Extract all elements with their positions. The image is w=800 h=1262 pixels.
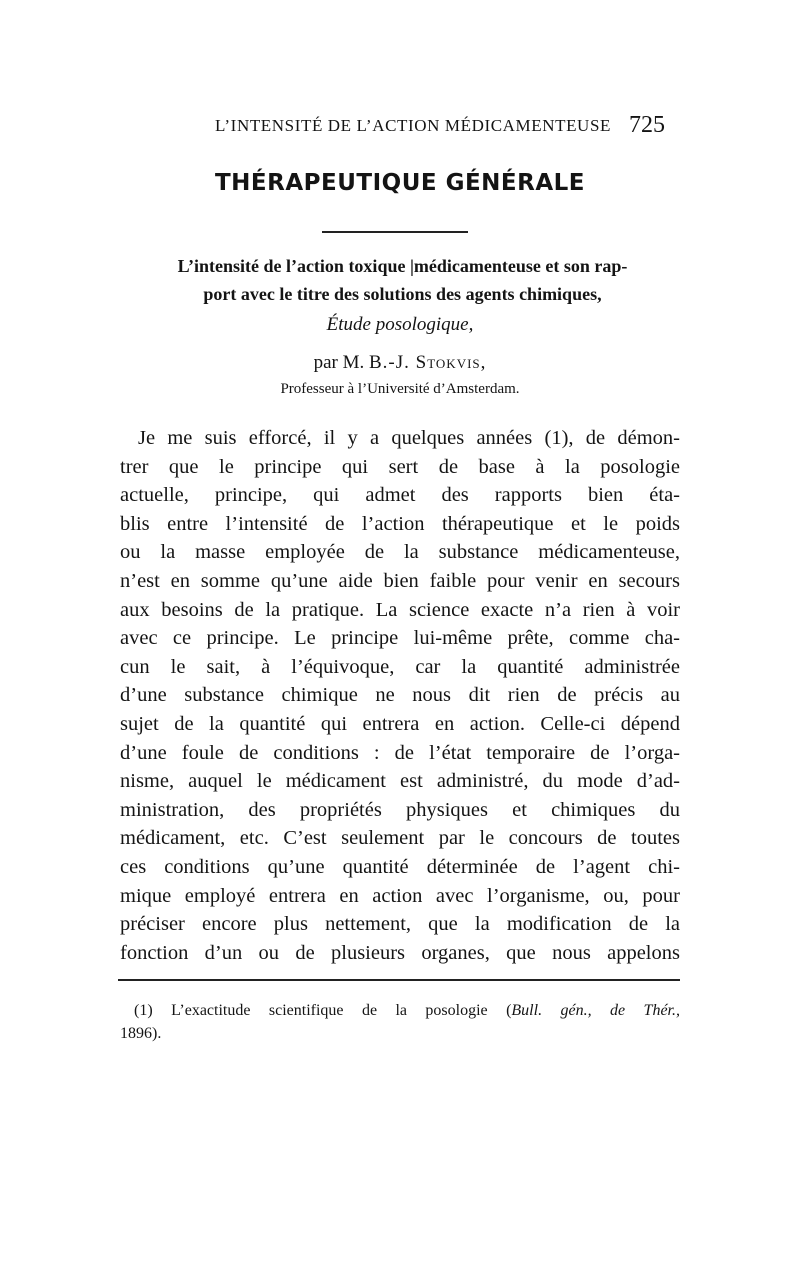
footnote-text: L’exactitude scientifique de la posologie (: [171, 1002, 512, 1019]
running-title: L’INTENSITÉ DE L’ACTION MÉDICAMENTEUSE: [215, 116, 611, 135]
text-line: sujet de la quantité qui entrera en action. Celle-ci dépend: [120, 712, 680, 735]
author-affiliation: Professeur à l’Université d’Amsterdam.: [280, 381, 520, 397]
text-line: Je me suis efforcé, il y a quelques années (1), de démon-: [138, 427, 680, 449]
text-line: aux besoins de la pratique. La science exacte n’a rien à voir: [120, 598, 680, 621]
text-line: nisme, auquel le médicament est administré, du mode d’ad-: [120, 770, 680, 793]
footnote-line: 1896).: [120, 1025, 162, 1042]
author-name: B.-J. Stokvis,: [369, 352, 487, 373]
footnote: [120, 999, 680, 1045]
page-number: 725: [629, 112, 665, 138]
article-subtitle: Étude posologique,: [326, 314, 474, 335]
title-divider: [322, 231, 468, 233]
text-line: n’est en somme qu’une aide bien faible pour venir en secours: [120, 569, 680, 592]
footnote-journal: Bull. gén., de Thér.,: [511, 1002, 680, 1019]
byline-prefix: par M.: [313, 352, 365, 373]
section-title: THÉRAPEUTIQUE GÉNÉRALE: [214, 170, 586, 196]
text-line: avec ce principe. Le principe lui-même prête, comme cha-: [120, 627, 680, 650]
running-head: [0, 112, 800, 142]
article-title: [95, 252, 710, 308]
text-line: ministration, des propriétés physiques et chimiques du: [120, 798, 680, 821]
text-line: blis entre l’intensité de l’action thérapeutique et le poids: [120, 512, 680, 535]
article-title-line: port avec le titre des solutions des agents chimiques,: [203, 284, 602, 304]
body-paragraph: [120, 424, 680, 967]
article-title-line: L’intensité de l’action toxique |médicamenteuse et son rap-: [177, 256, 628, 276]
text-line: ou la masse employée de la substance médicamenteuse,: [120, 541, 680, 564]
footnote-divider: [118, 979, 680, 981]
text-line: préciser encore plus nettement, que la modification de la: [120, 913, 680, 936]
footnote-marker: (1): [134, 1002, 153, 1019]
text-line: d’une substance chimique ne nous dit rien de précis au: [120, 684, 680, 707]
text-line: actuelle, principe, qui admet des rapports bien éta-: [120, 484, 680, 507]
text-line: médicament, etc. C’est seulement par le concours de toutes: [120, 827, 680, 850]
text-line: d’une foule de conditions : de l’état temporaire de l’orga-: [120, 741, 680, 764]
text-line: cun le sait, à l’équivoque, car la quantité administrée: [120, 655, 680, 678]
text-line: ces conditions qu’une quantité déterminée de l’agent chi-: [120, 855, 680, 878]
footnote-line: [120, 999, 680, 1022]
byline: [0, 352, 800, 374]
text-line: mique employé entrera en action avec l’organisme, ou, pour: [120, 884, 680, 907]
text-line: fonction d’un ou de plusieurs organes, que nous appelons: [120, 941, 680, 964]
text-line: trer que le principe qui sert de base à la posologie: [120, 455, 680, 478]
